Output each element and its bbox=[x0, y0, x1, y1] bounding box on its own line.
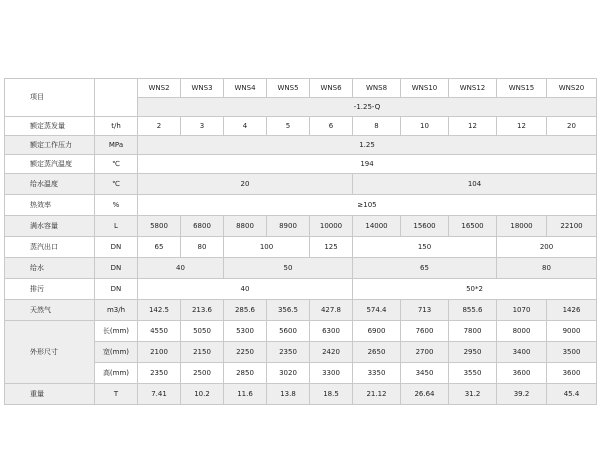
cell-value: 50*2 bbox=[353, 279, 597, 300]
row-unit: % bbox=[95, 195, 138, 216]
cell-value: 7600 bbox=[401, 321, 449, 342]
cell-value: 2 bbox=[138, 117, 181, 136]
cell-value: 3300 bbox=[310, 363, 353, 384]
cell-value: 80 bbox=[181, 237, 224, 258]
cell-value: 80 bbox=[497, 258, 597, 279]
natural-gas-row bbox=[5, 300, 597, 321]
pressure-row bbox=[5, 136, 597, 155]
cell-value: 200 bbox=[497, 237, 597, 258]
cell-value: 855.6 bbox=[449, 300, 497, 321]
cell-value: 100 bbox=[224, 237, 310, 258]
row-label: 额定蒸发量 bbox=[5, 117, 95, 136]
row-label: 天然气 bbox=[5, 300, 95, 321]
weight-row bbox=[5, 384, 597, 405]
row-unit: 长(mm) bbox=[95, 321, 138, 342]
row-unit: MPa bbox=[95, 136, 138, 155]
row-unit: ℃ bbox=[95, 155, 138, 174]
cell-value: 3550 bbox=[449, 363, 497, 384]
model-name: WNS6 bbox=[310, 79, 353, 98]
cell-value: 285.6 bbox=[224, 300, 267, 321]
row-label: 排污 bbox=[5, 279, 95, 300]
cell-value: 6800 bbox=[181, 216, 224, 237]
cell-value: 5800 bbox=[138, 216, 181, 237]
row-unit: m3/h bbox=[95, 300, 138, 321]
evaporation-row bbox=[5, 117, 597, 136]
water-capacity-row bbox=[5, 216, 597, 237]
cell-value: 12 bbox=[497, 117, 547, 136]
steam-outlet-row bbox=[5, 237, 597, 258]
cell-value: 20 bbox=[138, 174, 353, 195]
cell-value: 2500 bbox=[181, 363, 224, 384]
cell-value: 8800 bbox=[224, 216, 267, 237]
model-name: WNS3 bbox=[181, 79, 224, 98]
blowdown-row bbox=[5, 279, 597, 300]
cell-value: 2420 bbox=[310, 342, 353, 363]
model-name: WNS5 bbox=[267, 79, 310, 98]
model-name: WNS2 bbox=[138, 79, 181, 98]
cell-value: 21.12 bbox=[353, 384, 401, 405]
cell-value: 125 bbox=[310, 237, 353, 258]
cell-value: 5 bbox=[267, 117, 310, 136]
cell-value: 6 bbox=[310, 117, 353, 136]
row-unit: ℃ bbox=[95, 174, 138, 195]
cell-value: 20 bbox=[547, 117, 597, 136]
feedwater-temp-row bbox=[5, 174, 597, 195]
row-label: 外形尺寸 bbox=[5, 321, 95, 384]
cell-value: 3500 bbox=[547, 342, 597, 363]
cell-value: 104 bbox=[353, 174, 597, 195]
feedwater-row bbox=[5, 258, 597, 279]
cell-value: 65 bbox=[353, 258, 497, 279]
cell-value: 2700 bbox=[401, 342, 449, 363]
cell-value: 142.5 bbox=[138, 300, 181, 321]
model-suffix: -1.25-Q bbox=[138, 98, 597, 117]
cell-value: 2650 bbox=[353, 342, 401, 363]
cell-value: ≥105 bbox=[138, 195, 597, 216]
cell-value: 14000 bbox=[353, 216, 401, 237]
model-name: WNS15 bbox=[497, 79, 547, 98]
cell-value: 8000 bbox=[497, 321, 547, 342]
cell-value: 18.5 bbox=[310, 384, 353, 405]
header-label: 项目 bbox=[5, 79, 95, 117]
cell-value: 356.5 bbox=[267, 300, 310, 321]
cell-value: 150 bbox=[353, 237, 497, 258]
cell-value: 7800 bbox=[449, 321, 497, 342]
row-unit: t/h bbox=[95, 117, 138, 136]
cell-value: 16500 bbox=[449, 216, 497, 237]
cell-value: 10 bbox=[401, 117, 449, 136]
row-unit: 高(mm) bbox=[95, 363, 138, 384]
cell-value: 8 bbox=[353, 117, 401, 136]
cell-value: 13.8 bbox=[267, 384, 310, 405]
cell-value: 1426 bbox=[547, 300, 597, 321]
cell-value: 31.2 bbox=[449, 384, 497, 405]
cell-value: 3600 bbox=[547, 363, 597, 384]
cell-value: 11.6 bbox=[224, 384, 267, 405]
cell-value: 3350 bbox=[353, 363, 401, 384]
model-name: WNS20 bbox=[547, 79, 597, 98]
cell-value: 2350 bbox=[138, 363, 181, 384]
cell-value: 194 bbox=[138, 155, 597, 174]
cell-value: 3600 bbox=[497, 363, 547, 384]
cell-value: 40 bbox=[138, 258, 224, 279]
cell-value: 10000 bbox=[310, 216, 353, 237]
cell-value: 12 bbox=[449, 117, 497, 136]
cell-value: 3400 bbox=[497, 342, 547, 363]
cell-value: 427.8 bbox=[310, 300, 353, 321]
row-unit: L bbox=[95, 216, 138, 237]
row-unit: DN bbox=[95, 279, 138, 300]
cell-value: 6300 bbox=[310, 321, 353, 342]
cell-value: 6900 bbox=[353, 321, 401, 342]
cell-value: 7.41 bbox=[138, 384, 181, 405]
row-label: 热效率 bbox=[5, 195, 95, 216]
cell-value: 2950 bbox=[449, 342, 497, 363]
cell-value: 22100 bbox=[547, 216, 597, 237]
cell-value: 1070 bbox=[497, 300, 547, 321]
cell-value: 4 bbox=[224, 117, 267, 136]
cell-value: 45.4 bbox=[547, 384, 597, 405]
cell-value: 713 bbox=[401, 300, 449, 321]
cell-value: 5050 bbox=[181, 321, 224, 342]
row-label: 蒸汽出口 bbox=[5, 237, 95, 258]
cell-value: 50 bbox=[224, 258, 353, 279]
model-name: WNS8 bbox=[353, 79, 401, 98]
cell-value: 5600 bbox=[267, 321, 310, 342]
cell-value: 15600 bbox=[401, 216, 449, 237]
row-label: 满水容量 bbox=[5, 216, 95, 237]
row-label: 额定蒸汽温度 bbox=[5, 155, 95, 174]
cell-value: 5300 bbox=[224, 321, 267, 342]
cell-value: 1.25 bbox=[138, 136, 597, 155]
row-unit: 宽(mm) bbox=[95, 342, 138, 363]
cell-value: 574.4 bbox=[353, 300, 401, 321]
cell-value: 10.2 bbox=[181, 384, 224, 405]
cell-value: 2250 bbox=[224, 342, 267, 363]
cell-value: 3450 bbox=[401, 363, 449, 384]
row-unit: T bbox=[95, 384, 138, 405]
cell-value: 8900 bbox=[267, 216, 310, 237]
model-name: WNS12 bbox=[449, 79, 497, 98]
row-unit: DN bbox=[95, 237, 138, 258]
cell-value: 2350 bbox=[267, 342, 310, 363]
cell-value: 40 bbox=[138, 279, 353, 300]
cell-value: 2850 bbox=[224, 363, 267, 384]
row-label: 额定工作压力 bbox=[5, 136, 95, 155]
cell-value: 39.2 bbox=[497, 384, 547, 405]
boiler-spec-table bbox=[4, 78, 597, 405]
cell-value: 2150 bbox=[181, 342, 224, 363]
steam-temp-row bbox=[5, 155, 597, 174]
unit-header-cell bbox=[95, 79, 138, 117]
row-unit: DN bbox=[95, 258, 138, 279]
row-label: 给水温度 bbox=[5, 174, 95, 195]
cell-value: 3020 bbox=[267, 363, 310, 384]
cell-value: 2100 bbox=[138, 342, 181, 363]
cell-value: 213.6 bbox=[181, 300, 224, 321]
model-name: WNS10 bbox=[401, 79, 449, 98]
cell-value: 65 bbox=[138, 237, 181, 258]
cell-value: 18000 bbox=[497, 216, 547, 237]
model-row bbox=[5, 79, 597, 98]
row-label: 重量 bbox=[5, 384, 95, 405]
row-label: 给水 bbox=[5, 258, 95, 279]
cell-value: 4550 bbox=[138, 321, 181, 342]
dimension-length-row bbox=[5, 321, 597, 342]
model-name: WNS4 bbox=[224, 79, 267, 98]
cell-value: 3 bbox=[181, 117, 224, 136]
cell-value: 26.64 bbox=[401, 384, 449, 405]
efficiency-row bbox=[5, 195, 597, 216]
cell-value: 9000 bbox=[547, 321, 597, 342]
